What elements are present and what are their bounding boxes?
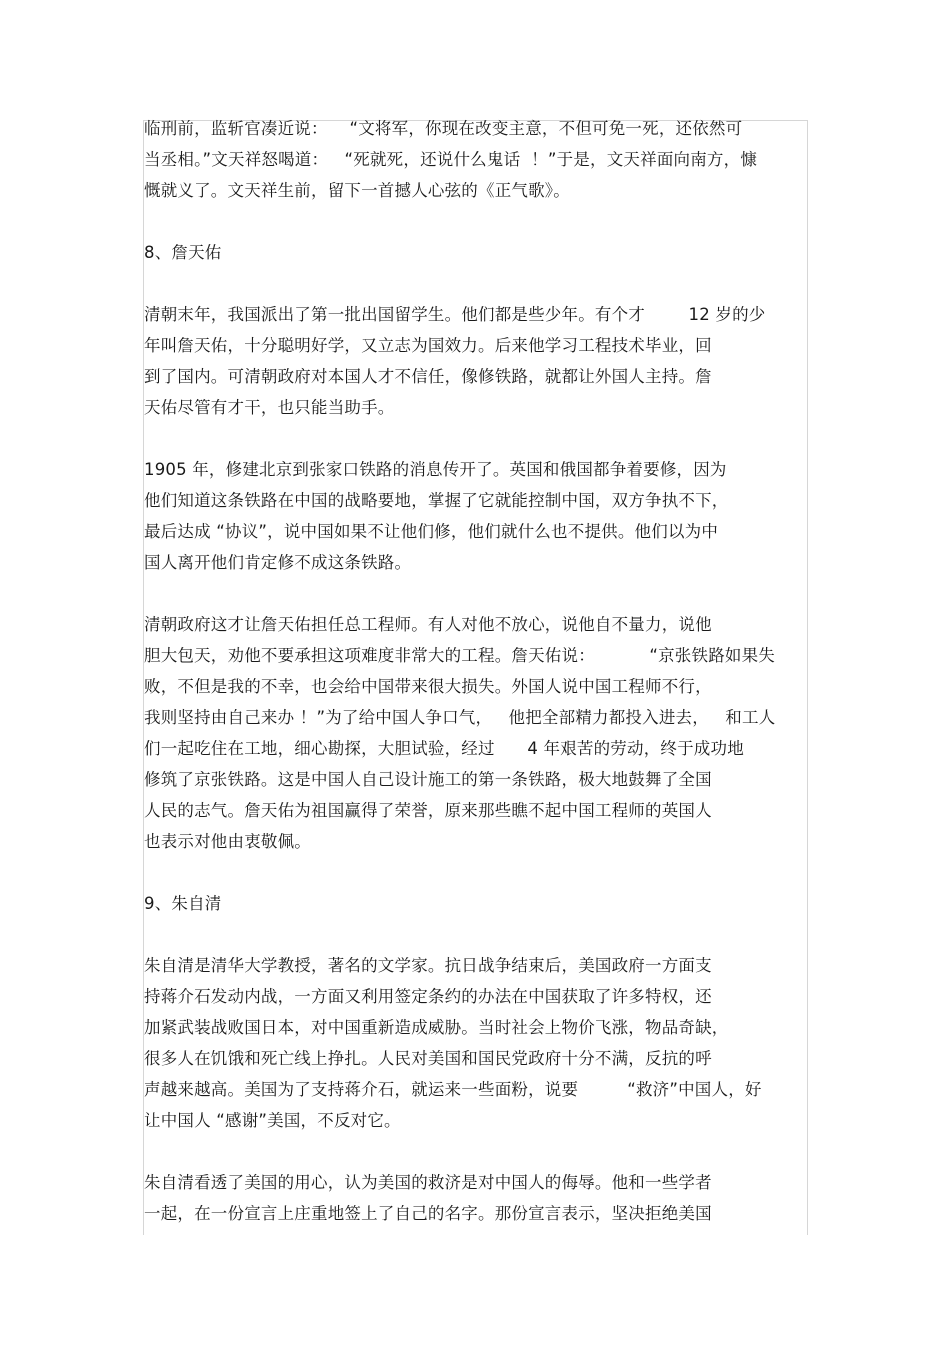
paragraph-line: 国人离开他们肯定修不成这条铁路。 [144, 553, 412, 572]
paragraph-line: 让中国人 “感谢”美国，不反对它。 [144, 1111, 401, 1130]
paragraph [144, 1167, 812, 1229]
paragraph-spacer [144, 919, 812, 950]
paragraph-spacer [144, 578, 812, 609]
heading-text: 9、朱自清 [144, 894, 222, 913]
paragraph-line: 很多人在饥饿和死亡线上挣扎。人民对美国和国民党政府十分不满，反抗的呼 [144, 1049, 712, 1068]
heading-text: 8、詹天佑 [144, 243, 222, 262]
paragraph-spacer [144, 423, 812, 454]
paragraph-line: 胆大包天，劝他不要承担这项难度非常大的工程。詹天佑说： “京张铁路如果失 [144, 646, 775, 665]
paragraph-spacer [144, 206, 812, 237]
paragraph [144, 950, 812, 1136]
paragraph [144, 299, 812, 423]
paragraph-line: 持蒋介石发动内战，一方面又利用签定条约的办法在中国获取了许多特权，还 [144, 987, 712, 1006]
paragraph-line: 朱自清是清华大学教授，著名的文学家。抗日战争结束后，美国政府一方面支 [144, 956, 712, 975]
paragraph-line: 人民的志气。詹天佑为祖国赢得了荣誉，原来那些瞧不起中国工程师的英国人 [144, 801, 712, 820]
paragraph-line: 败，不但是我的不幸，也会给中国带来很大损失。外国人说中国工程师不行， [144, 677, 712, 696]
paragraph-line: 天佑尽管有才干，也只能当助手。 [144, 398, 395, 417]
paragraph [144, 609, 812, 857]
paragraph-spacer [144, 1136, 812, 1167]
paragraph-line: 清朝末年，我国派出了第一批出国留学生。他们都是些少年。有个才 12 岁的少 [144, 305, 766, 324]
paragraph-line: 最后达成 “协议”，说中国如果不让他们修，他们就什么也不提供。他们以为中 [144, 522, 719, 541]
paragraph [144, 454, 812, 578]
paragraph-spacer [144, 857, 812, 888]
paragraph-line: 临刑前，监斩官凑近说： “文将军，你现在改变主意，不但可免一死，还依然可 [144, 119, 743, 138]
paragraph-line: 慨就义了。文天祥生前，留下一首撼人心弦的《正气歌》。 [144, 181, 570, 200]
paragraph-line: 他们知道这条铁路在中国的战略要地，掌握了它就能控制中国，双方争执不下， [144, 491, 729, 510]
paragraph-line: 到了国内。可清朝政府对本国人才不信任，像修铁路，就都让外国人主持。詹 [144, 367, 712, 386]
document-body [144, 113, 812, 1229]
paragraph [144, 113, 812, 206]
paragraph-line: 加紧武装战败国日本，对中国重新造成威胁。当时社会上物价飞涨，物品奇缺， [144, 1018, 729, 1037]
paragraph-line: 朱自清看透了美国的用心，认为美国的救济是对中国人的侮辱。他和一些学者 [144, 1173, 712, 1192]
paragraph-line: 一起，在一份宣言上庄重地签上了自己的名字。那份宣言表示，坚决拒绝美国 [144, 1204, 712, 1223]
paragraph-line: 们一起吃住在工地，细心勘探，大胆试验，经过 4 年艰苦的劳动，终于成功地 [144, 739, 744, 758]
paragraph-line: 当丞相。”文天祥怒喝道： “死就死，还说什么鬼话 ！”于是，文天祥面向南方，慷 [144, 150, 758, 169]
paragraph-line: 修筑了京张铁路。这是中国人自己设计施工的第一条铁路，极大地鼓舞了全国 [144, 770, 712, 789]
paragraph-line: 我则坚持由自己来办 ！”为了给中国人争口气， 他把全部精力都投入进去， 和工人 [144, 708, 776, 727]
paragraph-line: 清朝政府这才让詹天佑担任总工程师。有人对他不放心，说他自不量力，说他 [144, 615, 712, 634]
section-heading [144, 888, 812, 919]
section-heading [144, 237, 812, 268]
paragraph-spacer [144, 268, 812, 299]
paragraph-line: 也表示对他由衷敬佩。 [144, 832, 311, 851]
paragraph-line: 1905 年，修建北京到张家口铁路的消息传开了。英国和俄国都争着要修，因为 [144, 460, 727, 479]
paragraph-line: 声越来越高。美国为了支持蒋介石，就运来一些面粉，说要 “救济”中国人，好 [144, 1080, 762, 1099]
paragraph-line: 年叫詹天佑，十分聪明好学，又立志为国效力。后来他学习工程技术毕业，回 [144, 336, 712, 355]
